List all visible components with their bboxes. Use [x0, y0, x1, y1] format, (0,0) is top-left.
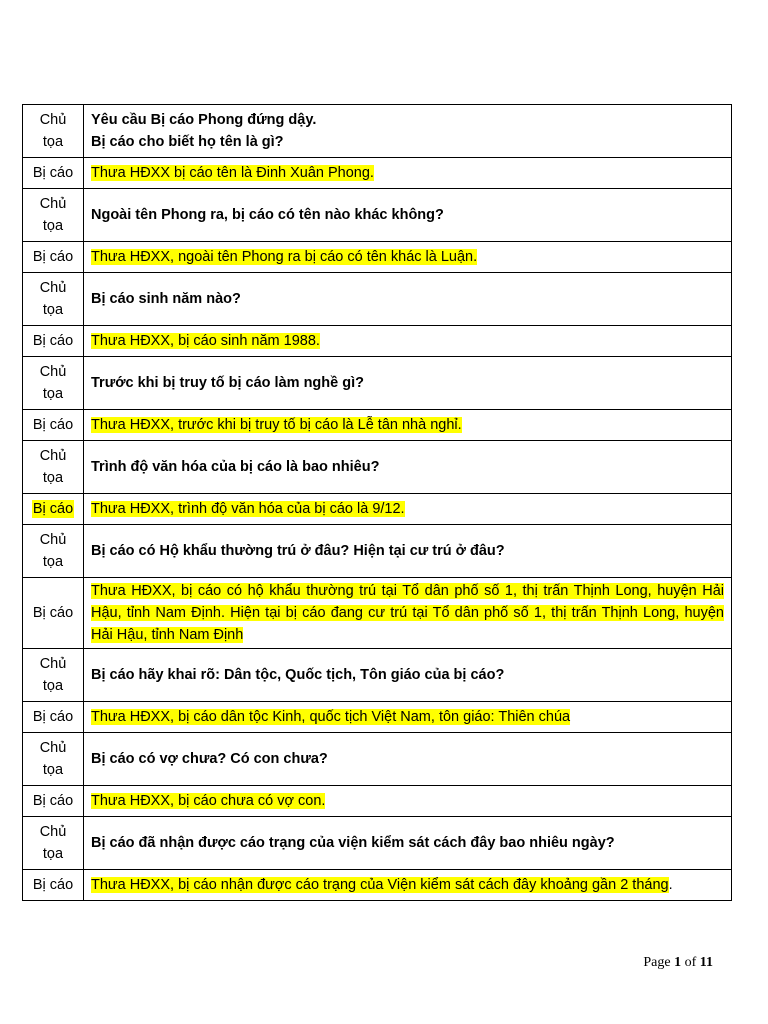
transcript-rows	[23, 105, 732, 901]
question-cell	[84, 105, 732, 158]
speaker-label: Chủ tọa	[39, 112, 67, 150]
answer-text: Thưa HĐXX, bị cáo có hộ khẩu thường trú tại Tổ dân phố số 1, thị trấn Thịnh Long, huyện Hải Hậu, tỉnh Nam Định. Hiện tại bị cáo đang cư trú tại Tổ dân phố số 1, thị trấn Thịnh Long, huyện Hải Hậu, tỉnh Nam Định	[91, 583, 724, 643]
speaker-label: Chủ tọa	[39, 656, 67, 694]
speaker-label: Chủ tọa	[39, 448, 67, 486]
speaker-cell	[23, 105, 84, 158]
question-row	[23, 817, 732, 870]
speaker-label: Bị cáo	[32, 877, 74, 893]
speaker-cell	[23, 326, 84, 357]
answer-row	[23, 702, 732, 733]
question-line: Bị cáo cho biết họ tên là gì?	[91, 134, 284, 150]
footer-of-word: of	[684, 955, 697, 970]
speaker-label: Chủ tọa	[39, 280, 67, 318]
speaker-label: Bị cáo	[32, 417, 74, 433]
answer-row	[23, 242, 732, 273]
speaker-cell	[23, 494, 84, 525]
answer-row	[23, 870, 732, 901]
footer-total-pages: 11	[699, 955, 713, 970]
answer-text: Thưa HĐXX, trước khi bị truy tố bị cáo là Lễ tân nhà nghỉ.	[91, 417, 462, 433]
answer-cell	[84, 870, 732, 901]
question-cell	[84, 357, 732, 410]
question-row	[23, 105, 732, 158]
answer-text: Thưa HĐXX, bị cáo sinh năm 1988.	[91, 333, 320, 349]
answer-row	[23, 494, 732, 525]
speaker-cell	[23, 410, 84, 441]
speaker-cell	[23, 273, 84, 326]
answer-text: Thưa HĐXX, bị cáo chưa có vợ con.	[91, 793, 326, 809]
question-cell	[84, 649, 732, 702]
speaker-cell	[23, 578, 84, 649]
question-text: Bị cáo hãy khai rõ: Dân tộc, Quốc tịch, Tôn giáo của bị cáo?	[91, 667, 505, 683]
speaker-label: Chủ tọa	[39, 824, 67, 862]
speaker-cell	[23, 702, 84, 733]
answer-row	[23, 158, 732, 189]
question-row	[23, 273, 732, 326]
question-cell	[84, 273, 732, 326]
speaker-label: Bị cáo	[32, 333, 74, 349]
speaker-label: Bị cáo	[32, 605, 74, 621]
answer-cell	[84, 242, 732, 273]
question-cell	[84, 733, 732, 786]
question-row	[23, 357, 732, 410]
question-row	[23, 649, 732, 702]
question-row	[23, 525, 732, 578]
question-text: Bị cáo có Hộ khẩu thường trú ở đâu? Hiện tại cư trú ở đâu?	[91, 543, 505, 559]
answer-cell	[84, 158, 732, 189]
speaker-cell	[23, 870, 84, 901]
answer-text: Thưa HĐXX, bị cáo dân tộc Kinh, quốc tịch Việt Nam, tôn giáo: Thiên chúa	[91, 709, 571, 725]
speaker-label: Chủ tọa	[39, 196, 67, 234]
answer-cell	[84, 326, 732, 357]
answer-text: Thưa HĐXX bị cáo tên là Đinh Xuân Phong.	[91, 165, 374, 181]
question-text: Trình độ văn hóa của bị cáo là bao nhiêu?	[91, 459, 380, 475]
question-cell	[84, 525, 732, 578]
speaker-label: Chủ tọa	[39, 364, 67, 402]
speaker-label: Chủ tọa	[39, 740, 67, 778]
speaker-cell	[23, 357, 84, 410]
question-cell	[84, 189, 732, 242]
page-footer	[643, 955, 713, 971]
question-row	[23, 733, 732, 786]
question-row	[23, 189, 732, 242]
answer-cell	[84, 410, 732, 441]
answer-text: Thưa HĐXX, trình độ văn hóa của bị cáo là 9/12.	[91, 501, 405, 517]
answer-row	[23, 410, 732, 441]
speaker-label: Bị cáo	[32, 165, 74, 181]
speaker-label: Bị cáo	[32, 709, 74, 725]
answer-cell	[84, 578, 732, 649]
speaker-label: Bị cáo	[32, 501, 74, 517]
speaker-cell	[23, 786, 84, 817]
answer-text: Thưa HĐXX, bị cáo nhận được cáo trạng của Viện kiểm sát cách đây khoảng gần 2 tháng	[91, 877, 669, 893]
transcript-table	[22, 104, 732, 901]
question-text: Bị cáo đã nhận được cáo trạng của viện kiểm sát cách đây bao nhiêu ngày?	[91, 835, 615, 851]
answer-cell	[84, 702, 732, 733]
question-cell	[84, 817, 732, 870]
answer-row	[23, 326, 732, 357]
speaker-label: Chủ tọa	[39, 532, 67, 570]
speaker-cell	[23, 441, 84, 494]
question-line: Yêu cầu Bị cáo Phong đứng dậy.	[91, 112, 317, 128]
speaker-cell	[23, 649, 84, 702]
question-text: Bị cáo sinh năm nào?	[91, 291, 241, 307]
speaker-cell	[23, 733, 84, 786]
footer-page-word: Page	[643, 955, 671, 970]
speaker-cell	[23, 817, 84, 870]
question-cell	[84, 441, 732, 494]
answer-cell	[84, 494, 732, 525]
speaker-cell	[23, 525, 84, 578]
speaker-cell	[23, 158, 84, 189]
question-text: Bị cáo có vợ chưa? Có con chưa?	[91, 751, 328, 767]
answer-cell	[84, 786, 732, 817]
speaker-label: Bị cáo	[32, 793, 74, 809]
speaker-label: Bị cáo	[32, 249, 74, 265]
question-text: Trước khi bị truy tố bị cáo làm nghề gì?	[91, 375, 364, 391]
speaker-cell	[23, 189, 84, 242]
answer-trailing-punctuation: .	[668, 877, 673, 893]
question-row	[23, 441, 732, 494]
answer-text: Thưa HĐXX, ngoài tên Phong ra bị cáo có tên khác là Luận.	[91, 249, 478, 265]
speaker-cell	[23, 242, 84, 273]
question-text: Ngoài tên Phong ra, bị cáo có tên nào khác không?	[91, 207, 444, 223]
answer-row	[23, 578, 732, 649]
footer-current-page: 1	[674, 955, 682, 970]
answer-row	[23, 786, 732, 817]
